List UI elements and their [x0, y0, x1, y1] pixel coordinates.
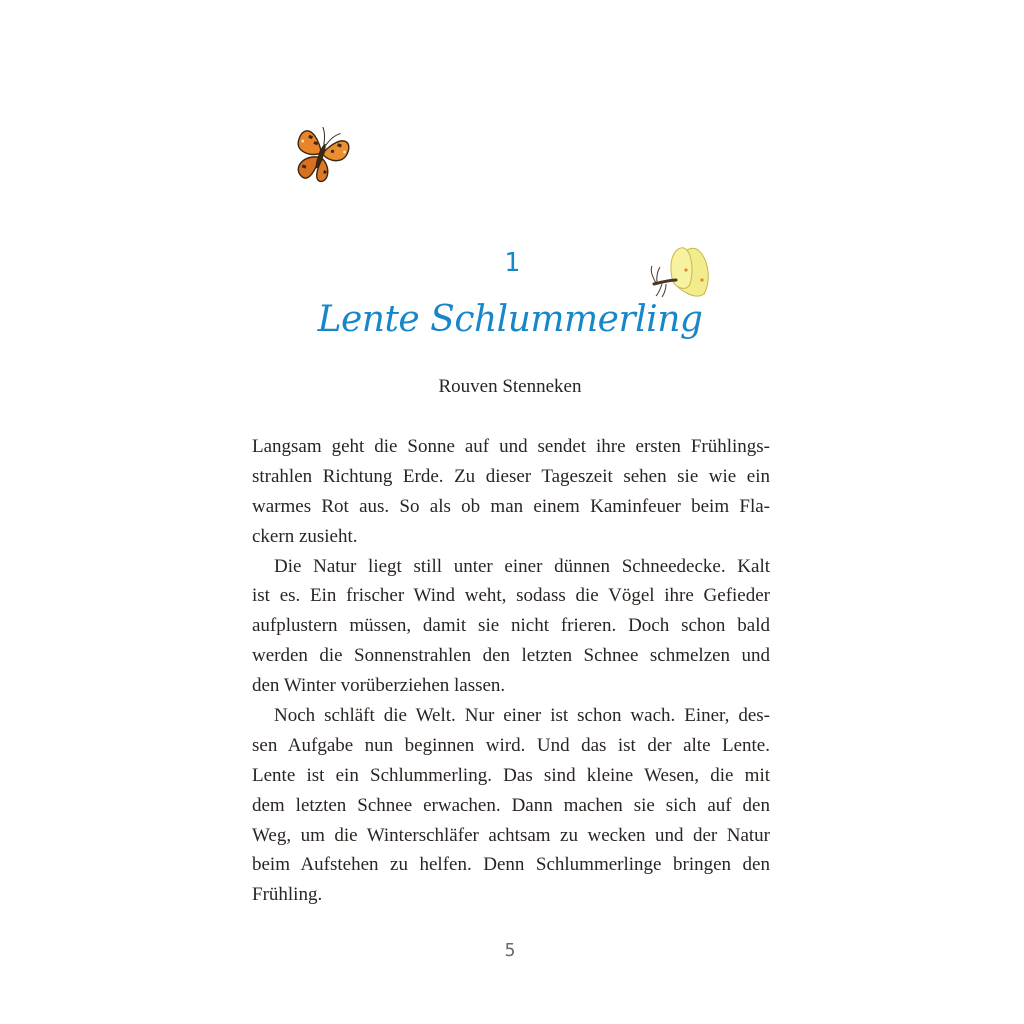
chapter-body [252, 432, 770, 910]
text-line: dem letzten Schnee erwachen. Dann machen sie sich auf den [252, 794, 770, 816]
text-line: werden die Sonnenstrahlen den letzten Schnee schmelzen und [252, 645, 770, 667]
author-name: Rouven Stenneken [438, 376, 582, 397]
text-line: Weg, um die Winterschläfer achtsam zu wecken und der Natur [252, 824, 770, 846]
text-line: Die Natur liegt still unter einer dünnen Schneedecke. Kalt [274, 555, 770, 577]
page-number: 5 [504, 940, 516, 961]
text-line: strahlen Richtung Erde. Zu dieser Tageszeit sehen sie wie ein [252, 465, 770, 487]
text-line: Lente ist ein Schlummerling. Das sind kleine Wesen, die mit [252, 764, 770, 786]
text-line: beim Aufstehen zu helfen. Denn Schlummerlinge bringen den [252, 854, 770, 876]
text-line: Frühling. [252, 884, 323, 906]
text-line: den Winter vorüberziehen lassen. [252, 675, 506, 697]
text-line: Noch schläft die Welt. Nur einer ist schon wach. Einer, des- [274, 705, 770, 727]
text-line: ist es. Ein frischer Wind weht, sodass die Vögel ihre Gefieder [252, 585, 770, 607]
text-line: Langsam geht die Sonne auf und sendet ihre ersten Frühlings- [252, 436, 770, 457]
orange-butterfly-icon [284, 120, 356, 196]
chapter-title: Lente Schlummerling [317, 299, 703, 340]
chapter-number: 1 [504, 248, 520, 278]
text-line: aufplustern müssen, damit sie nicht frieren. Doch schon bald [252, 615, 770, 637]
text-line: ckern zusieht. [252, 525, 358, 547]
text-line: sen Aufgabe nun beginnen wird. Und das ist der alte Lente. [252, 734, 770, 756]
text-line: warmes Rot aus. So als ob man einem Kaminfeuer beim Fla- [252, 495, 770, 517]
